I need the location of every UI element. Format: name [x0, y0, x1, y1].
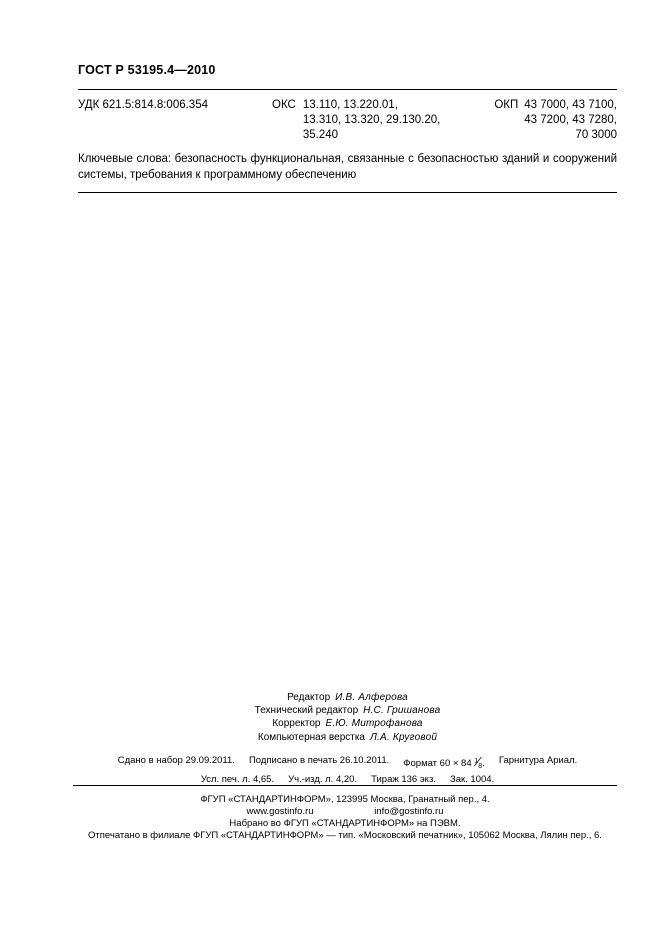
format-spec: Формат 60 × 84 $^1⁄_8$.: [403, 755, 485, 770]
codes-row: [78, 98, 617, 143]
okp-label: ОКП: [494, 99, 519, 111]
staff-name: Л.А. Круговой: [370, 731, 438, 743]
typeset-date: Сдано в набор 29.09.2011.: [117, 755, 235, 766]
imprint-block: [78, 755, 617, 785]
oks-values: [303, 98, 440, 143]
staff-role: Компьютерная верстка: [257, 731, 365, 743]
staff-role: Технический редактор: [254, 705, 359, 717]
divider-line-middle: [78, 192, 617, 193]
staff-role: Редактор: [287, 692, 331, 703]
okp-line: 43 7200, 43 7280,: [524, 114, 617, 126]
publisher-email: info@gostinfo.ru: [374, 806, 444, 818]
okp-codes: [494, 98, 617, 143]
publisher-website: www.gostinfo.ru: [246, 806, 314, 818]
staff-credit-row: [78, 691, 617, 704]
imprint-line-1: [78, 755, 617, 770]
oks-line: 35.240: [302, 129, 339, 141]
oks-codes: [272, 98, 440, 143]
okp-line: ОКП 43 7000, 43 7100,: [494, 99, 617, 111]
udk-code: УДК 621.5:814.8:006.354: [78, 99, 208, 111]
divider-line-top: [78, 89, 617, 90]
publisher-address: ФГУП «СТАНДАРТИНФОРМ», 123995 Москва, Гранатный пер., 4.: [200, 794, 490, 805]
staff-name: Н.С. Гришанова: [363, 705, 441, 717]
circulation: Тираж 136 экз.: [371, 774, 436, 785]
staff-credit-row: [78, 731, 617, 744]
order-number: Зак. 1004.: [449, 774, 495, 785]
oks-line: 13.110, 13.220.01,: [302, 99, 398, 111]
imprint-line-2: [78, 774, 617, 785]
staff-role: Корректор: [272, 718, 321, 730]
keywords-line: Ключевые слова: безопасность функциональная, связанные с безопасностью зданий и сооружений: [78, 153, 617, 165]
format-fraction: $^1⁄_8$: [474, 755, 483, 770]
staff-credit-row: [78, 717, 617, 730]
oks-label: ОКС: [272, 99, 296, 111]
pub-sheets: Уч.-изд. л. 4,20.: [288, 774, 358, 785]
divider-line-bottom: [73, 785, 617, 786]
publisher-contacts: [73, 806, 617, 818]
okp-line: 70 3000: [575, 129, 617, 141]
keywords-line: системы, требования к программному обеспечению: [78, 168, 357, 181]
typeset-note: Набрано во ФГУП «СТАНДАРТИНФОРМ» на ПЭВМ.: [229, 818, 461, 830]
oks-line: 13.310, 13.320, 29.130.20,: [302, 114, 441, 126]
staff-credit-row: [78, 704, 617, 717]
doc-number: ГОСТ Р 53195.4—2010: [78, 63, 216, 77]
staff-name: И.В. Алферова: [335, 692, 408, 703]
staff-name: Е.Ю. Митрофанова: [325, 718, 423, 730]
typeface-spec: Гарнитура Ариал.: [498, 755, 578, 766]
printing-note: Отпечатано в филиале ФГУП «СТАНДАРТИНФОРМ» — тип. «Московский печатник», 105062 Москва, Лялин пер., 6.: [88, 830, 602, 842]
cond-printed-sheets: Усл. печ. л. 4,65.: [200, 774, 275, 785]
publisher-block: [73, 794, 617, 842]
keywords-paragraph: [78, 152, 617, 183]
staff-credits: [78, 691, 617, 744]
print-date: Подписано в печать 26.10.2011.: [248, 755, 390, 766]
